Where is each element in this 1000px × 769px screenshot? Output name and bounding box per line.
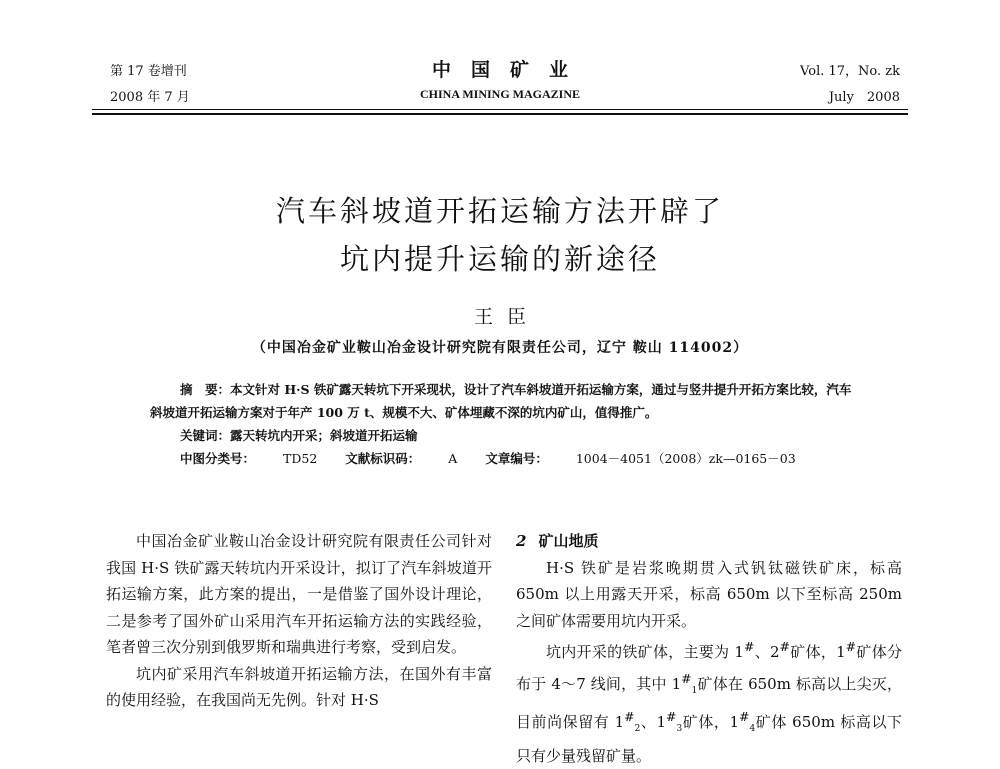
body-column-left: [106, 528, 492, 714]
journal-volume-date-en: [800, 64, 900, 106]
body-paragraph: 中国冶金矿业鞍山冶金设计研究院有限责任公司针对我国 H·S 铁矿露天转坑内开采设计，拟订了汽车斜坡道开拓运输方案，此方案的提出，一是借鉴了国外设计理论，二是参考了国外矿山采用汽车开拓运输方法的实践经验，笔者曾三次分别到俄罗斯和瑞典进行考察，受到启发。: [106, 532, 492, 656]
abstract-text: 本文针对 H·S 铁矿露天转坑下开采现状，设计了汽车斜坡道开拓运输方案，通过与竖井提升开拓方案比较，汽车斜坡道开拓运输方案对于年产 100 万 t、规模不大、矿体埋藏不深的坑内矿山，值得推广。: [150, 382, 852, 420]
text-run: 坑内开采的铁矿体，主要为 1: [546, 643, 744, 661]
article-title-line2: 坑内提升运输的新途径: [339, 242, 660, 276]
text-run: 矿体，1: [790, 643, 846, 661]
body-column-right: [516, 528, 902, 769]
text-run: 矿体，1: [682, 713, 739, 731]
body-paragraph: 坑内矿采用汽车斜坡道开拓运输方法，在国外有丰富的使用经验，在我国尚无先例。针对 H·S: [106, 664, 492, 709]
sup-mark: #: [624, 709, 635, 724]
sup-mark: #: [743, 639, 755, 654]
header-rule-thin: [92, 109, 908, 110]
text-run: 矿体 650m 标高以下只有少量残留矿量。: [516, 713, 903, 765]
clc-value: TD52: [283, 451, 318, 466]
sup-mark: #: [739, 709, 750, 724]
sub-mark: 2: [634, 724, 641, 734]
section-number: 2: [516, 532, 527, 550]
classification-line: [180, 447, 860, 470]
sub-mark: 4: [749, 724, 756, 734]
sup-mark: #: [681, 670, 692, 686]
section-heading: [516, 528, 902, 555]
volume-cn: 第 17 卷增刊: [110, 64, 187, 79]
text-run: 、1: [640, 713, 667, 731]
section-title: 矿山地质: [538, 532, 599, 550]
doc-code-value: A: [448, 451, 458, 466]
keywords-line: [180, 424, 860, 447]
header-rule-thick: [92, 113, 908, 115]
article-title-line1: 汽车斜坡道开拓运输方法开辟了: [275, 194, 724, 228]
author-name: 王臣: [473, 306, 540, 328]
body-paragraph: [516, 634, 902, 769]
sup-mark: #: [779, 639, 791, 654]
article-no-value: 1004－4051（2008）zk—0165－03: [575, 451, 796, 466]
date-en: July 2008: [828, 90, 900, 105]
journal-name-cn: 中国矿业: [431, 59, 588, 81]
author-affiliation: （中国冶金矿业鞍山冶金设计研究院有限责任公司，辽宁 鞍山 114002）: [251, 340, 749, 356]
doc-code-label: 文献标识码：: [345, 451, 421, 466]
keywords-label: 关键词：: [180, 428, 231, 443]
date-cn: 2008 年 7 月: [110, 90, 190, 105]
sub-mark: 1: [691, 685, 698, 696]
article-no-label: 文章编号：: [485, 451, 548, 466]
sup-mark: #: [845, 639, 857, 654]
journal-name-en: CHINA MINING MAGAZINE: [419, 87, 580, 101]
text-run: 、2: [754, 643, 780, 661]
text-run: 矿体在 650m 标高以上尖灭，目前尚保留有 1: [516, 674, 902, 731]
text-run: 矿体分布于 4～7 线间，其中 1: [516, 643, 902, 693]
abstract-label: 摘 要：: [180, 382, 231, 397]
body-paragraph: H·S 铁矿是岩浆晚期贯入式钒钛磁铁矿床，标高 650m 以上用露天开采，标高 650m 以下至标高 250m 之间矿体需要用坑内开采。: [516, 558, 902, 630]
volume-en: Vol. 17，No. zk: [800, 64, 900, 79]
abstract-block: [150, 378, 860, 470]
clc-label: 中图分类号：: [180, 451, 256, 466]
abstract-paragraph: [150, 378, 860, 424]
sub-mark: 3: [676, 724, 683, 734]
sup-mark: #: [666, 709, 677, 724]
keywords-text: 露天转坑内开采；斜坡道开拓运输: [230, 428, 418, 443]
article-no-field: [485, 451, 795, 466]
doc-code-field: [345, 451, 457, 466]
clc-field: [180, 451, 317, 466]
